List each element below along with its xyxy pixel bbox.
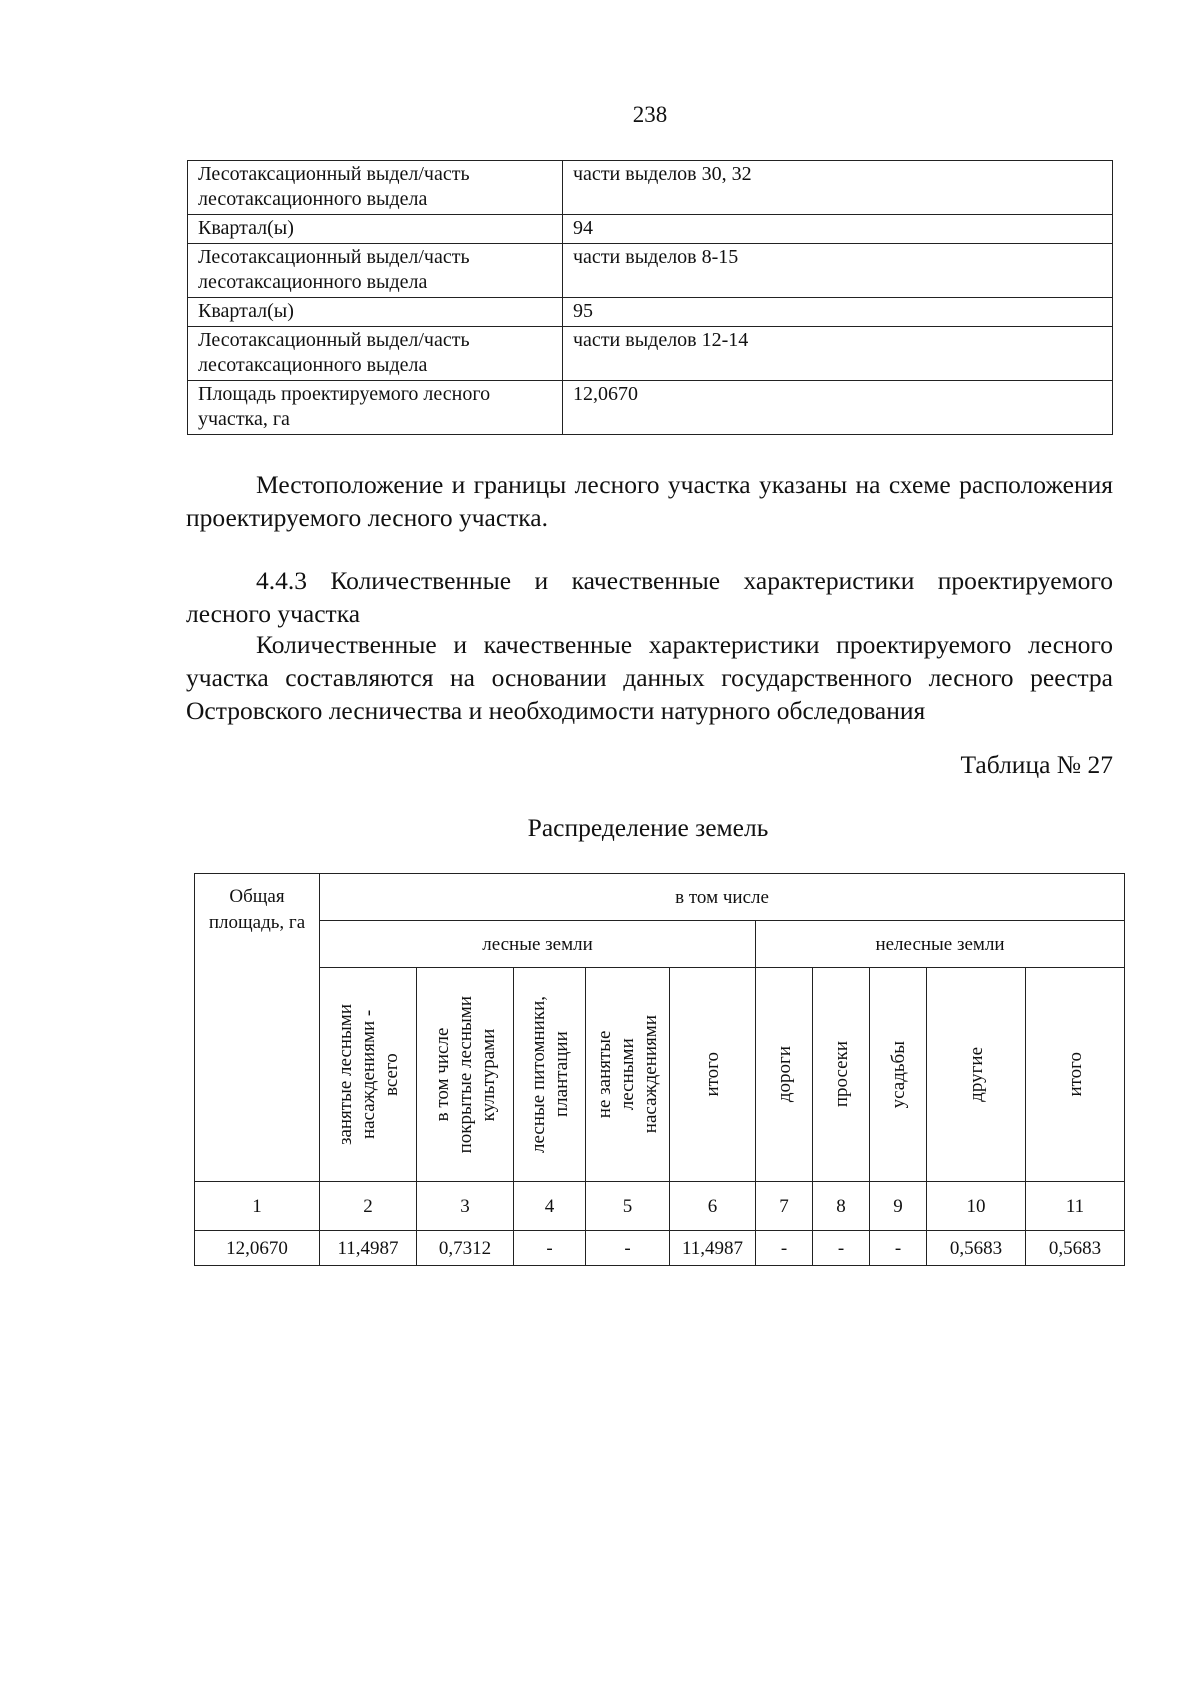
column-header-text: усадьбы bbox=[887, 1040, 909, 1109]
column-header bbox=[870, 968, 927, 1182]
column-header bbox=[320, 968, 417, 1182]
column-header-text: итого bbox=[702, 1052, 723, 1097]
column-header bbox=[1026, 968, 1125, 1182]
data-cell: 11,4987 bbox=[670, 1231, 756, 1266]
data-cell: - bbox=[586, 1231, 670, 1266]
column-number: 4 bbox=[514, 1182, 586, 1231]
column-header bbox=[927, 968, 1026, 1182]
row-value: 12,0670 bbox=[563, 381, 1113, 435]
row-label: Лесотаксационный выдел/часть лесотаксационного выдела bbox=[188, 161, 563, 215]
data-cell: - bbox=[870, 1231, 927, 1266]
plot-info-table bbox=[187, 160, 1113, 435]
column-header-text: в том числе покрытые лесными культурами bbox=[431, 995, 499, 1154]
table-row bbox=[188, 215, 1113, 244]
column-header-text: занятые лесными насаждениями - всего bbox=[334, 1003, 402, 1146]
row-value: части выделов 30, 32 bbox=[563, 161, 1113, 215]
row-value: 94 bbox=[563, 215, 1113, 244]
table-row bbox=[188, 161, 1113, 215]
data-cell: 0,5683 bbox=[1026, 1231, 1125, 1266]
column-header bbox=[756, 968, 813, 1182]
land-distribution-table bbox=[194, 873, 1125, 1266]
column-number-row bbox=[195, 1182, 1125, 1231]
column-number: 1 bbox=[195, 1182, 320, 1231]
column-number: 11 bbox=[1026, 1182, 1125, 1231]
column-header bbox=[813, 968, 870, 1182]
data-cell: 0,5683 bbox=[927, 1231, 1026, 1266]
column-header-text: просеки bbox=[830, 1041, 852, 1108]
basis-text: Количественные и качественные характеристики проектируемого лесного участка составляются на основании данных государственного лесного реестра Островского лесничества и необходимости натурного обследования bbox=[186, 630, 1113, 725]
forest-lands-header: лесные земли bbox=[320, 921, 756, 968]
data-cell: - bbox=[756, 1231, 813, 1266]
header-row bbox=[195, 874, 1125, 921]
table-row bbox=[188, 298, 1113, 327]
data-cell: 0,7312 bbox=[417, 1231, 514, 1266]
row-label: Площадь проектируемого лесного участка, га bbox=[188, 381, 563, 435]
column-number: 8 bbox=[813, 1182, 870, 1231]
location-paragraph bbox=[186, 468, 1113, 534]
column-number: 10 bbox=[927, 1182, 1026, 1231]
column-number: 2 bbox=[320, 1182, 417, 1231]
column-header-text: итого bbox=[1064, 1052, 1086, 1097]
header-row bbox=[195, 921, 1125, 968]
table-row bbox=[188, 381, 1113, 435]
row-label: Лесотаксационный выдел/часть лесотаксационного выдела bbox=[188, 327, 563, 381]
column-header bbox=[670, 968, 756, 1182]
column-header-row bbox=[195, 968, 1125, 1182]
table-row bbox=[188, 327, 1113, 381]
column-number: 7 bbox=[756, 1182, 813, 1231]
row-value: части выделов 8-15 bbox=[563, 244, 1113, 298]
column-header bbox=[417, 968, 514, 1182]
data-cell: 12,0670 bbox=[195, 1231, 320, 1266]
data-cell: - bbox=[813, 1231, 870, 1266]
column-number: 5 bbox=[586, 1182, 670, 1231]
column-header-text: дороги bbox=[773, 1046, 795, 1103]
section-heading-text: 4.4.3 Количественные и качественные характеристики проектируемого лесного участка bbox=[186, 566, 1113, 628]
column-header bbox=[586, 968, 670, 1182]
table-row bbox=[188, 244, 1113, 298]
location-text: Местоположение и границы лесного участка указаны на схеме расположения проектируемого лесного участка. bbox=[186, 470, 1113, 532]
including-header: в том числе bbox=[320, 874, 1125, 921]
column-number: 6 bbox=[670, 1182, 756, 1231]
column-header-text: не занятые лесными насаждениями bbox=[594, 1015, 661, 1134]
row-value: части выделов 12-14 bbox=[563, 327, 1113, 381]
row-label: Квартал(ы) bbox=[188, 215, 563, 244]
data-cell: 11,4987 bbox=[320, 1231, 417, 1266]
column-number: 9 bbox=[870, 1182, 927, 1231]
data-cell: - bbox=[514, 1231, 586, 1266]
data-row bbox=[195, 1231, 1125, 1266]
column-header-text: лесные питомники, плантации bbox=[527, 996, 572, 1153]
total-area-header: Общая площадь, га bbox=[195, 874, 320, 1182]
page-number: 238 bbox=[632, 102, 668, 127]
row-label: Лесотаксационный выдел/часть лесотаксационного выдела bbox=[188, 244, 563, 298]
row-label: Квартал(ы) bbox=[188, 298, 563, 327]
section-heading bbox=[186, 564, 1113, 630]
column-header-text: другие bbox=[965, 1047, 987, 1102]
column-number: 3 bbox=[417, 1182, 514, 1231]
row-value: 95 bbox=[563, 298, 1113, 327]
table-title: Распределение земель bbox=[527, 813, 769, 842]
table-number: Таблица № 27 bbox=[960, 750, 1113, 779]
column-header bbox=[514, 968, 586, 1182]
nonforest-lands-header: нелесные земли bbox=[756, 921, 1125, 968]
basis-paragraph bbox=[186, 628, 1113, 727]
